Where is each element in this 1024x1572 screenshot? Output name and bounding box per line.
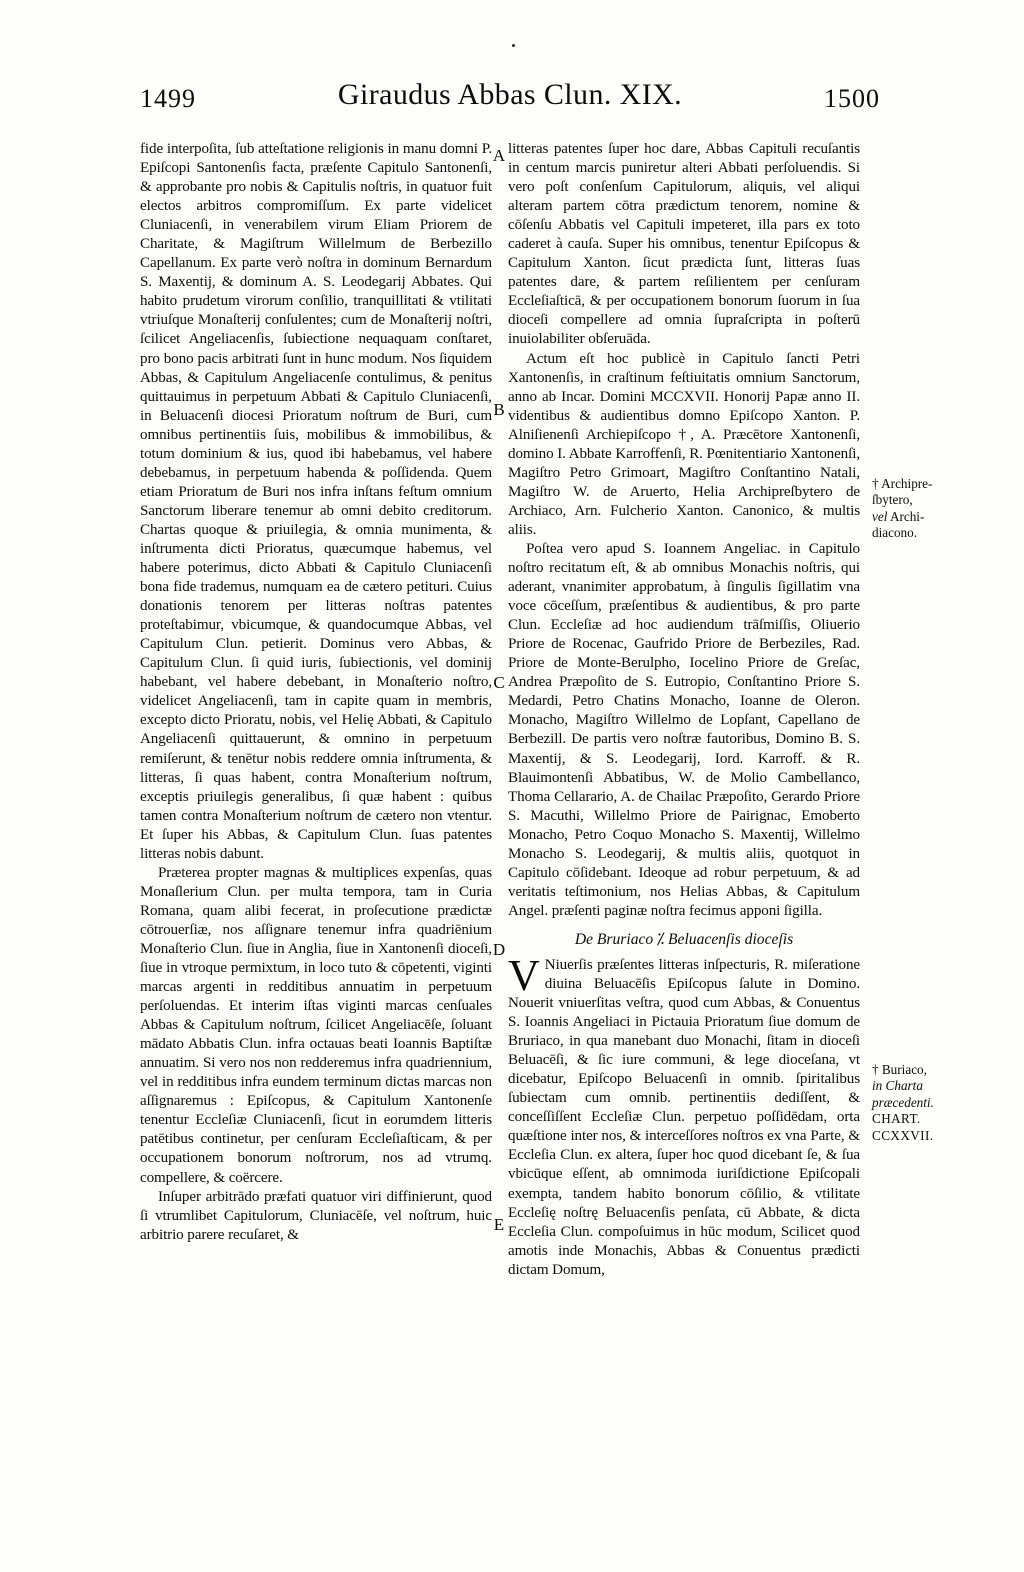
paragraph: Poſtea vero apud S. Ioannem Angeliac. in Capitulo noſtro recitatum eſt, & ab omnibus Monachis noſtris, qui aderant, vnanimiter approbatum, à ſingulis ſigillatim vna voce cōceſſum, præſentibus & audientibus, & pro parte Clun. Eccleſiæ ad hoc audiendum trāſmiſſis, Oliuerio Priore de Rocenac, Gaufrido Priore de Berbeziles, Rad. Priore de Monte-Berulpho, Iocelino Priore de Greſac, Andrea Præpoſito de S. Eutropio, Conſtantino Priore S. Medardi, Petro Chatins Monacho, Ioanne de Oleron. Monacho, Magiſtro Willelmo de Lopſant, Capellano de Berbezill. De partis vero noſtræ fautoribus, Domino B. S. Maxentij, & S. Leodegarij, Iord. Karroff. & R. Blauimontenſi Abbatibus, W. de Molio Cambellanco, Thoma Cellarario, A. de Chailac Præpoſito, Gerardo Priore S. Macuthi, Willelmo Priore de Pairignac, Emoberto Monacho, Petro Coquo Monacho S. Maxentij, Willelmo Monacho S. Leodegarij, & multis aliis, quotquot in Capitulo cōſidebant. Ideoque ad robur perpetuum, & ad veritatis teſtimonium, nos Helias Abbas, & Capitulum Angel. præſenti paginæ noſtra fecimus apponi ſigilla. bbox=[508, 540, 860, 919]
page-title: Giraudus Abbas Clun. XIX. bbox=[337, 78, 683, 111]
paragraph: Inſuper arbitrādo præfati quatuor viri diffinierunt, quod ſi vtrumlibet Capitulorum, Cluniacēſe, vel noſtrum, huic arbitrio parere recuſaret, & bbox=[140, 1188, 492, 1243]
margin-note-line: CHART. bbox=[872, 1111, 921, 1127]
running-head bbox=[140, 78, 880, 124]
margin-note-line: † Buriaco, bbox=[872, 1062, 927, 1077]
gutter-marker-a: A bbox=[492, 146, 506, 165]
margin-note-1 bbox=[872, 476, 990, 542]
margin-note-line: vel Archi- bbox=[872, 508, 925, 524]
margin-note-line: CCXXVII. bbox=[872, 1127, 934, 1143]
gutter-marker-c: C bbox=[493, 673, 505, 692]
paragraph: Præterea propter magnas & multiplices expenſas, quas Monaſlerium Clun. per multa tempora, tam in Curia Romana, quam alibi fecerat, in proſecutione prædictæ cōtrouerſiæ, nos aſſignare tenemur infra quadriēnium Monaſterio Clun. ſiue in Anglia, ſiue in Xantonenſi dioceſi, ſiue in vtroque permixtum, in loco tuto & cōpetenti, viginti marcas argenti in redditibus annuatim in perpetuum perſoluendas. Et interim iſtas viginti marcas cenſuales Abbas & Capitulum noſtrum, ſcilicet Angeliacēſe, ſoluant mādato Abbatis Clun. infra octauas beati Ioannis Baptiſtæ annuatim. Si vero nos non redderemus infra quadriennium, vel in redditibus infra eundem terminum dictas marcas non aſſignaremus : Epiſcopus, & Capitulum Xantonenſe tenentur Eccleſiæ Cluniacenſi, ſicut in eorumdem litteris patētibus continetur, per cenſuram Eccleſiaſticam, & per occupationem bonorum noſtrorum, nos ad vtrumq. compellere, & coërcere. bbox=[140, 864, 492, 1186]
section-heading: De Bruriaco ⁒ Beluacenſis dioceſis bbox=[574, 930, 794, 948]
margin-note-line: in Charta bbox=[872, 1078, 923, 1094]
folio-number-left: 1499 bbox=[140, 84, 196, 113]
folio-number-right: 1500 bbox=[824, 84, 880, 113]
paragraph: litteras patentes ſuper hoc dare, Abbas Capituli recuſantis in centum marcis puniretur alteri Abbati perſoluendis. Si vero poſt conſenſum Capitulorum, aliquis, vel aliqui alteram partem cōtra prædictum tenorem, nomine & cōſenſu Abbatis vel Capituli impeteret, illa pars ex toto caderet à cauſa. Super his omnibus, tenentur Epiſcopus & Capitulum Xanton. ſicut prædicta ſunt, litteras ſuas patentes dare, & partem reſilientem per cenſuram Eccleſiaſticā, & per occupationem bonorum ſuorum in ſua dioceſi compellere ad omnia ſupraſcripta in poſterū inuiolabiliter obſeruāda. bbox=[508, 141, 860, 348]
charter-body bbox=[508, 950, 860, 1280]
paragraph: Niuerſis præſentes litteras inſpecturis, R. miſeratione diuina Beluacēſis Epiſcopus ſalute in Domino. Nouerit vniuerſitas veſtra, quod cum Abbas, & Conuentus S. Ioannis Angeliaci in Pictauia Prioratum ſiue domum de Bruriaco, in qua manebant duo Monachi, ſitam in dioceſi Beluacēſi, & ſic iure communi, & lege dioceſana, vt dicebatur, Epiſcopo Beluacenſi in omnib. ſpiritalibus ſubiectam cum omnib. pertinentiis dediſſent, & conceſſiſſent Eccleſiæ Clun. perpetuo poſſidēdam, orta quæſtione inter nos, & interceſſores noſtros ex vna Parte, & Eccleſia Clun. ex altera, ſuper hoc quod dicebant ſe, & ſua vbicūque eſſent, ab omnimoda iuriſdictione Epiſcopali exempta, tandem habito bonorum cōſilio, & vtilitate Eccleſię noſtrę Beluacenſis penſata, cū Abbate, & dicta Eccleſia Clun. compoſuimus in hūc modum, Scilicet quod amotis inde Monachis, Abbas & Conuentus prædicti dictam Domum, bbox=[508, 956, 860, 1278]
text-column-left bbox=[140, 140, 492, 1245]
drop-cap-initial: V bbox=[508, 950, 540, 1000]
margin-note-line: † Archipre- bbox=[872, 476, 933, 491]
gutter-marker-b: B bbox=[493, 400, 505, 419]
header-ornament-dot bbox=[512, 44, 515, 47]
paragraph: Actum eſt hoc publicè in Capitulo ſancti Petri Xantonenſis, in craſtinum feſtiuitatis omnium Sanctorum, anno ab Incar. Domini MCCXVII. Honorij Papæ anno II. videntibus & audientibus domno Epiſcopo Xanton. P. Alniſienenſi Archiepiſcopo †, A. Præcētore Xantonenſi, domino I. Abbate Karroffenſi, R. Pœnitentiario Xantonenſi, Magiſtro Petro Grimoart, Magiſtro Conſtantino Natali, Magiſtro W. de Aruerto, Helia Archipreſbytero de Archiaco, Arn. Fulcherio Xanton. Canonico, & multis aliis. bbox=[508, 350, 860, 538]
margin-note-line: diacono. bbox=[872, 525, 918, 541]
gutter-marker-e: E bbox=[493, 1215, 505, 1234]
margin-note-line: ſbytero, bbox=[872, 492, 913, 508]
paragraph: fide interpoſita, ſub atteſtatione religionis in manu domni P. Epiſcopi Santonenſis facta, præſente Capitulo Santonenſi, & approbante pro nobis & Capitulis noſtris, in quatuor fuit electos arbitros compromiſſum. Ex parte videlicet Cluniacenſi, in venerabilem virum Eliam Priorem de Charitate, & Magiſtrum Willelmum de Berbezillo Capellanum. Ex parte verò noſtra in dominum Bernardum S. Maxentij, & dominum A. S. Leodegarij Abbates. Qui habito prudetum virorum conſilio, tranquillitati & vtilitati vtriuſque Monaſterij conſulentes; cum de Monaſterij noſtri, ſcilicet Angeliacenſis, ſubiectione nequaquam conſtaret, pro bono pacis arbitrati ſunt in hunc modum. Nos ſiquidem Abbas, & Capitulum Angeliacenſe contulimus, & penitus quittauimus in perpetuum Abbati & Capitulo Cluniacenſi, in Beluacenſi diocesi Prioratum noſtrum de Buri, cum omnibus pertinentiis ſuis, mobilibus & immobilibus, & totum dominium & ius, quod ibi habebamus, vel habere debebamus, in perpetuum habenda & poſſidenda. Quem etiam Prioratum de Buri nos infra inſtans feſtum omnium Sanctorum liberare tenemur ab omni debito creditorum. Chartas quoque & priuilegia, & omnia munimenta, & inſtrumenta dicti Prioratus, quæcumque habemus, vel habere poterimus, dicto Abbati & Capitulo Cluniacenſi bona fide trademus, numquam ea de cætero petituri. Cuius donationis tenorem per litteras noſtras patentes proteſtabimur, vbicumque, & quandocumque Abbas, vel Capitulum Clun. petierit. Dominus vero Abbas, & Capitulum Clun. ſi quid iuris, ſubiectionis, vel dominij habebant, vel habere debebant, in Monaſterio noſtro, videlicet Angeliacenſi, tam in capite quam in membris, excepto dicto Prioratu, nobis, vel Helię Abbati, & Capitulo Angeliacenſi quittauerunt, & omnino in perpetuum remiſerunt, & tenētur nobis reddere omnia inſtrumenta, & litteras, ſi quas habent, contra Monaſterium noſtrum, exceptis priuilegis generalibus, ſi quæ habent : quibus tamen contra Monaſterium noſtrum de cætero non vtentur. Et ſuper his Abbas, & Capitulum Clun. ſuas patentes litteras nobis dabunt. bbox=[140, 141, 492, 862]
margin-note-line: præcedenti. bbox=[872, 1094, 934, 1110]
text-column-right bbox=[508, 140, 860, 1280]
margin-note-2 bbox=[872, 1062, 990, 1144]
gutter-marker-d: D bbox=[492, 940, 506, 959]
